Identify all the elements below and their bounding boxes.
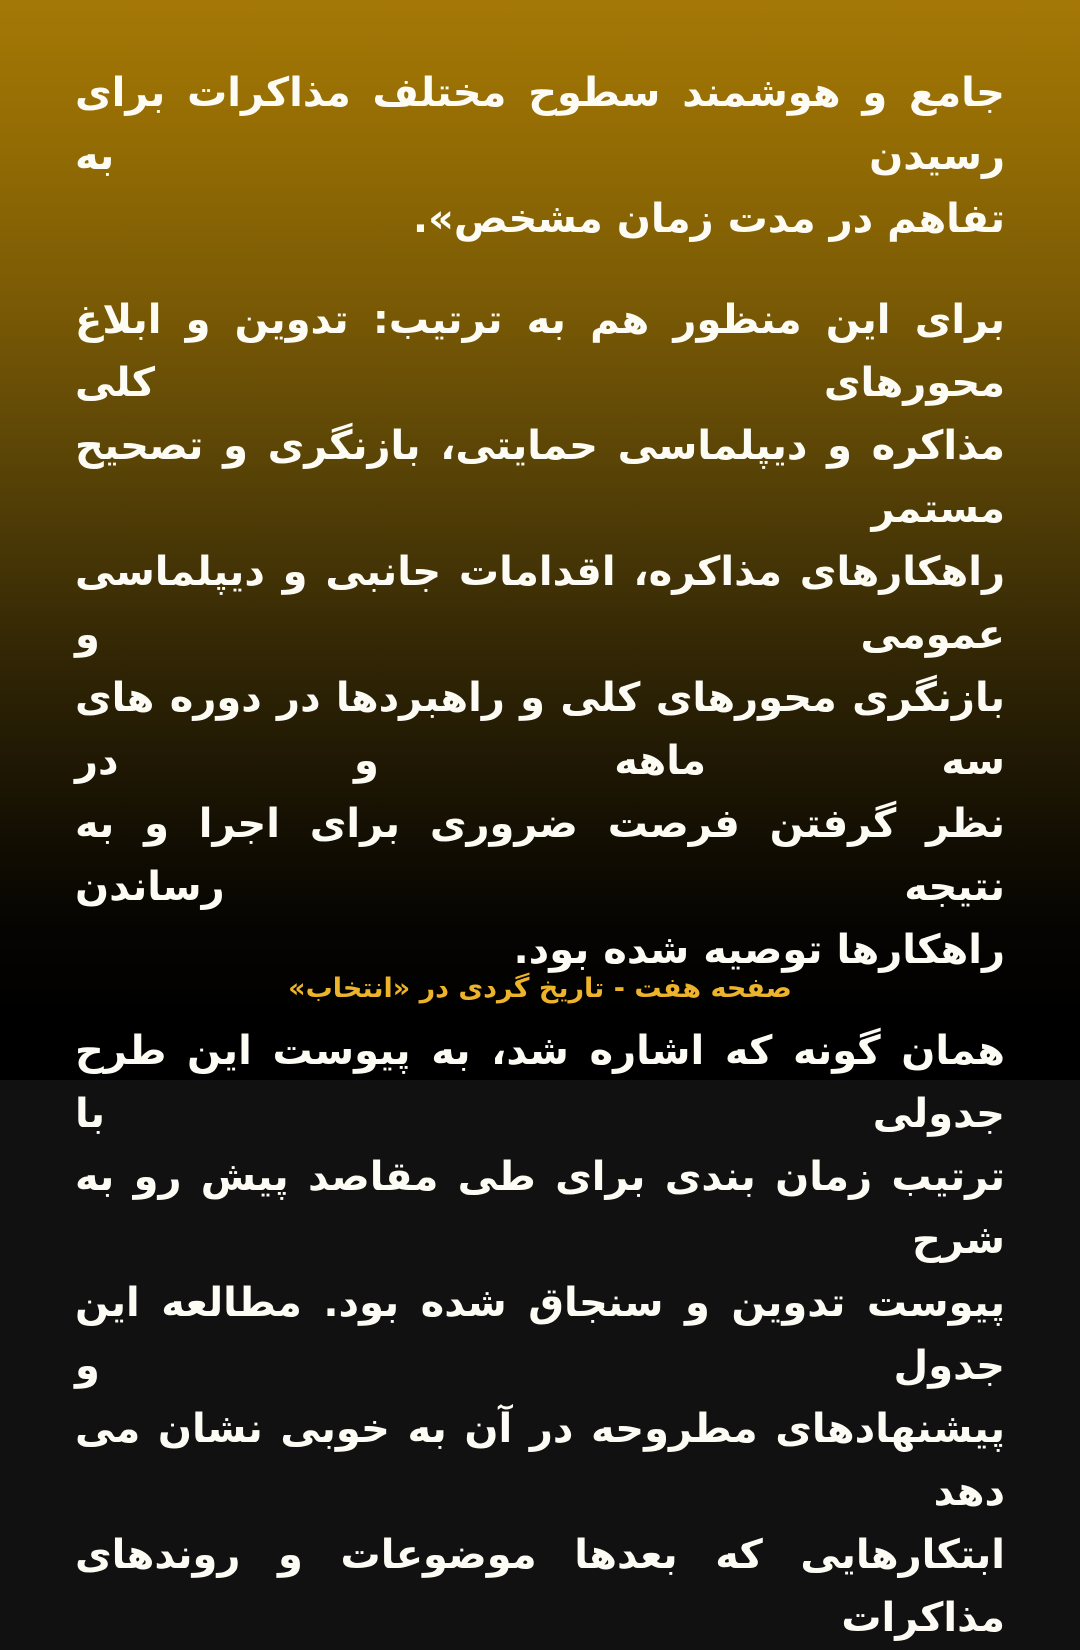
paragraph-3 <box>75 1020 1005 1650</box>
page-footer <box>0 973 1080 1004</box>
text-line: جامع و هوشمند سطوح مختلف مذاکرات برای رسیدن به <box>75 70 1005 179</box>
text-line: نظر گرفتن فرصت ضروری برای اجرا و به نتیجه رساندن <box>75 801 1005 910</box>
footer-caption: صفحه هفت - تاریخ گردی در «انتخاب» <box>288 973 792 1004</box>
text-line: پیشنهادهای مطروحه در آن به خوبی نشان می دهد <box>75 1406 1005 1515</box>
text-line: همان گونه که اشاره شد، به پیوست این طرح جدولی با <box>75 1028 1005 1137</box>
text-line: راهکارها توصیه شده بود. <box>513 927 1005 973</box>
paragraph-2 <box>75 289 1005 982</box>
text-line: پیوست تدوین و سنجاق شده بود. مطالعه این جدول و <box>75 1280 1005 1389</box>
text-line: بازنگری محورهای کلی و راهبردها در دوره های سه ماهه و در <box>75 675 1005 784</box>
paragraph-1 <box>75 62 1005 251</box>
text-line: برای این منظور هم به ترتیب: تدوین و ابلاغ محورهای کلی <box>75 297 1005 406</box>
text-line: راهکارهای مذاکره، اقدامات جانبی و دیپلماسی عمومی و <box>75 549 1005 658</box>
text-line: مذاکره و دیپلماسی حمایتی، بازنگری و تصحیح مستمر <box>75 423 1005 532</box>
text-line: تفاهم در مدت زمان مشخص». <box>412 196 1005 242</box>
text-line: ابتکارهایی که بعدها موضوعات و روندهای مذاکرات <box>75 1532 1005 1641</box>
text-line: ترتیب زمان بندی برای طی مقاصد پیش رو به شرح <box>75 1154 1005 1263</box>
